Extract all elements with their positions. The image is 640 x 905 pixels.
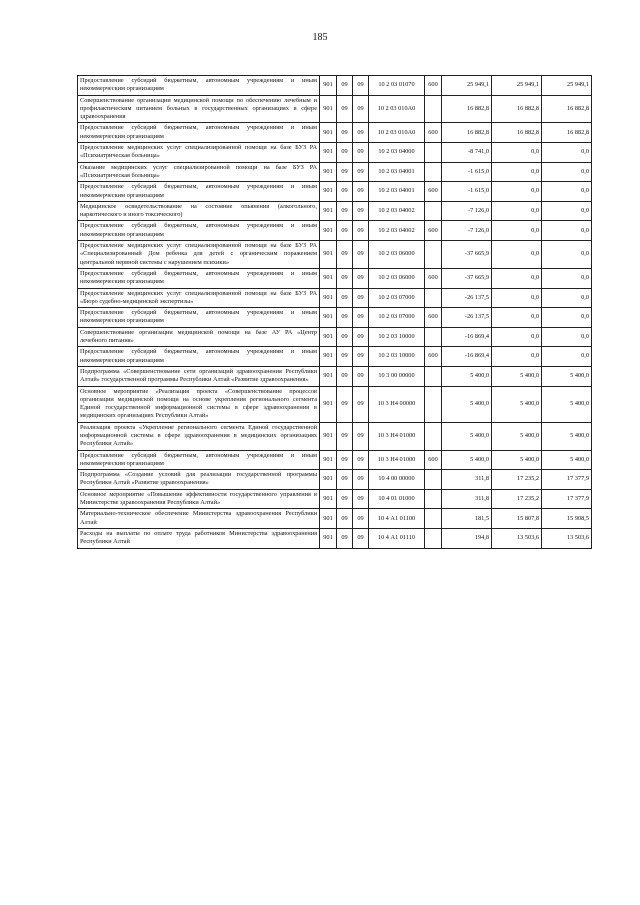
amount-year-3: 25 949,1 xyxy=(542,76,592,96)
target-article-code: 10 2 03 07000 xyxy=(369,288,425,308)
amount-year-3: 5 400,0 xyxy=(542,450,592,470)
amount-year-2: 17 235,2 xyxy=(492,489,542,509)
amount-year-1: 5 400,0 xyxy=(442,422,492,450)
section-code: 09 xyxy=(337,347,353,367)
amount-year-2: 0,0 xyxy=(492,143,542,163)
target-article-code: 10 2 03 04001 xyxy=(369,162,425,182)
amount-year-3: 0,0 xyxy=(542,221,592,241)
amount-year-1: -26 137,5 xyxy=(442,288,492,308)
subsection-code: 09 xyxy=(353,366,369,386)
table-row xyxy=(78,221,592,241)
subsection-code: 09 xyxy=(353,308,369,328)
amount-year-3: 0,0 xyxy=(542,327,592,347)
expense-type-code xyxy=(425,489,442,509)
row-name: Предоставление субсидий бюджетным, автономным учреждениям и иным некоммерческим организациям xyxy=(78,347,320,367)
section-code: 09 xyxy=(337,450,353,470)
table-row xyxy=(78,308,592,328)
admin-code: 901 xyxy=(320,386,337,422)
amount-year-3: 16 882,8 xyxy=(542,95,592,123)
row-name: Предоставление субсидий бюджетным, автономным учреждениям и иным некоммерческим организациям xyxy=(78,221,320,241)
amount-year-1: -37 665,9 xyxy=(442,241,492,269)
admin-code: 901 xyxy=(320,470,337,490)
expense-type-code: 600 xyxy=(425,182,442,202)
expense-type-code: 600 xyxy=(425,221,442,241)
expense-type-code xyxy=(425,162,442,182)
table-row xyxy=(78,241,592,269)
amount-year-1: 194,8 xyxy=(442,528,492,548)
subsection-code: 09 xyxy=(353,470,369,490)
subsection-code: 09 xyxy=(353,95,369,123)
amount-year-2: 0,0 xyxy=(492,268,542,288)
amount-year-3: 0,0 xyxy=(542,288,592,308)
section-code: 09 xyxy=(337,143,353,163)
table-row xyxy=(78,450,592,470)
expense-type-code xyxy=(425,509,442,529)
row-name: Основное мероприятие «Реализация проекта «Совершенствование процессов организации медицинской помощи на основе укрепления регионального сегмента Единой государственной информационной системы в сфере здравоохранения в медицинских организациях Республики Алтай» xyxy=(78,386,320,422)
amount-year-3: 13 503,6 xyxy=(542,528,592,548)
row-name: Предоставление субсидий бюджетным, автономным учреждениям и иным некоммерческим организациям xyxy=(78,76,320,96)
amount-year-2: 0,0 xyxy=(492,347,542,367)
target-article-code: 10 2 03 04000 xyxy=(369,143,425,163)
row-name: Предоставление медицинских услуг специализированной помощи на базе БУЗ РА «Бюро судебно-медицинской экспертизы» xyxy=(78,288,320,308)
subsection-code: 09 xyxy=(353,347,369,367)
target-article-code: 10 2 03 10000 xyxy=(369,327,425,347)
section-code: 09 xyxy=(337,95,353,123)
target-article-code: 10 4 01 01000 xyxy=(369,489,425,509)
amount-year-3: 5 400,0 xyxy=(542,422,592,450)
expense-type-code xyxy=(425,201,442,221)
subsection-code: 09 xyxy=(353,76,369,96)
amount-year-3: 0,0 xyxy=(542,347,592,367)
row-name: Основное мероприятие «Повышение эффективности государственного управления в Министерстве здравоохранения Республики Алтай» xyxy=(78,489,320,509)
amount-year-3: 0,0 xyxy=(542,201,592,221)
table-row xyxy=(78,470,592,490)
table-row xyxy=(78,76,592,96)
admin-code: 901 xyxy=(320,95,337,123)
section-code: 09 xyxy=(337,470,353,490)
amount-year-1: 5 400,0 xyxy=(442,386,492,422)
subsection-code: 09 xyxy=(353,268,369,288)
subsection-code: 09 xyxy=(353,123,369,143)
admin-code: 901 xyxy=(320,76,337,96)
expense-type-code: 600 xyxy=(425,308,442,328)
table-row xyxy=(78,509,592,529)
row-name: Предоставление субсидий бюджетным, автономным учреждениям и иным некоммерческим организациям xyxy=(78,182,320,202)
section-code: 09 xyxy=(337,162,353,182)
amount-year-2: 16 882,8 xyxy=(492,123,542,143)
amount-year-1: 16 882,8 xyxy=(442,95,492,123)
admin-code: 901 xyxy=(320,182,337,202)
expense-type-code xyxy=(425,288,442,308)
amount-year-1: 181,5 xyxy=(442,509,492,529)
section-code: 09 xyxy=(337,201,353,221)
table-row xyxy=(78,95,592,123)
admin-code: 901 xyxy=(320,241,337,269)
subsection-code: 09 xyxy=(353,450,369,470)
table-row xyxy=(78,366,592,386)
target-article-code: 10 4 А1 01110 xyxy=(369,528,425,548)
admin-code: 901 xyxy=(320,366,337,386)
subsection-code: 09 xyxy=(353,162,369,182)
subsection-code: 09 xyxy=(353,489,369,509)
row-name: Предоставление субсидий бюджетным, автономным учреждениям и иным некоммерческим организациям xyxy=(78,268,320,288)
table-row xyxy=(78,327,592,347)
target-article-code: 10 2 03 10000 xyxy=(369,347,425,367)
amount-year-1: -16 869,4 xyxy=(442,347,492,367)
amount-year-1: 311,8 xyxy=(442,489,492,509)
row-name: Подпрограмма «Совершенствование сети организаций здравоохранения Республики Алтай» государственной программы Республики Алтай «Развитие здравоохранения» xyxy=(78,366,320,386)
amount-year-2: 0,0 xyxy=(492,288,542,308)
amount-year-2: 5 400,0 xyxy=(492,450,542,470)
row-name: Медицинское освидетельствование на состояние опьянения (алкогольного, наркотического и иного токсического) xyxy=(78,201,320,221)
section-code: 09 xyxy=(337,366,353,386)
amount-year-2: 5 400,0 xyxy=(492,386,542,422)
target-article-code: 10 2 03 06000 xyxy=(369,268,425,288)
section-code: 09 xyxy=(337,528,353,548)
section-code: 09 xyxy=(337,241,353,269)
expense-type-code xyxy=(425,95,442,123)
row-name: Совершенствование организации медицинской помощи по обеспечению лечебным и профилактическим питанием больных в государственных организациях в сфере здравоохранения xyxy=(78,95,320,123)
table-row xyxy=(78,143,592,163)
target-article-code: 10 2 03 04001 xyxy=(369,182,425,202)
table-row xyxy=(78,489,592,509)
amount-year-1: -7 126,0 xyxy=(442,201,492,221)
expense-type-code xyxy=(425,327,442,347)
amount-year-3: 0,0 xyxy=(542,268,592,288)
table-body xyxy=(78,76,592,549)
expense-type-code: 600 xyxy=(425,123,442,143)
subsection-code: 09 xyxy=(353,327,369,347)
subsection-code: 09 xyxy=(353,386,369,422)
target-article-code: 10 4 А1 01100 xyxy=(369,509,425,529)
admin-code: 901 xyxy=(320,450,337,470)
amount-year-1: 5 400,0 xyxy=(442,450,492,470)
row-name: Предоставление медицинских услуг специализированной помощи на базе БУЗ РА «Специализированный Дом ребенка для детей с органическим поражением центральной нервной системы с нарушением психики» xyxy=(78,241,320,269)
amount-year-3: 16 882,8 xyxy=(542,123,592,143)
amount-year-1: 311,8 xyxy=(442,470,492,490)
subsection-code: 09 xyxy=(353,201,369,221)
subsection-code: 09 xyxy=(353,509,369,529)
section-code: 09 xyxy=(337,288,353,308)
amount-year-3: 0,0 xyxy=(542,241,592,269)
section-code: 09 xyxy=(337,422,353,450)
target-article-code: 10 3 Н4 00000 xyxy=(369,386,425,422)
table-row xyxy=(78,386,592,422)
expense-type-code xyxy=(425,366,442,386)
target-article-code: 10 2 03 010А0 xyxy=(369,123,425,143)
amount-year-2: 0,0 xyxy=(492,162,542,182)
amount-year-1: 5 400,0 xyxy=(442,366,492,386)
amount-year-2: 0,0 xyxy=(492,201,542,221)
amount-year-3: 0,0 xyxy=(542,182,592,202)
section-code: 09 xyxy=(337,327,353,347)
target-article-code: 10 2 03 010А0 xyxy=(369,95,425,123)
amount-year-3: 15 908,5 xyxy=(542,509,592,529)
amount-year-1: 25 949,1 xyxy=(442,76,492,96)
amount-year-1: -26 137,5 xyxy=(442,308,492,328)
admin-code: 901 xyxy=(320,422,337,450)
admin-code: 901 xyxy=(320,489,337,509)
target-article-code: 10 3 Н4 01000 xyxy=(369,422,425,450)
amount-year-1: -7 126,0 xyxy=(442,221,492,241)
row-name: Реализация проекта «Укрепление регионального сегмента Единой государственной информационной системы в сфере здравоохранения в медицинских организациях Республики Алтай» xyxy=(78,422,320,450)
target-article-code: 10 2 03 04002 xyxy=(369,221,425,241)
subsection-code: 09 xyxy=(353,143,369,163)
amount-year-2: 17 235,2 xyxy=(492,470,542,490)
admin-code: 901 xyxy=(320,201,337,221)
section-code: 09 xyxy=(337,489,353,509)
target-article-code: 10 2 03 06000 xyxy=(369,241,425,269)
table-row xyxy=(78,201,592,221)
amount-year-2: 13 503,6 xyxy=(492,528,542,548)
amount-year-2: 16 882,8 xyxy=(492,95,542,123)
expense-type-code xyxy=(425,386,442,422)
target-article-code: 10 2 03 04002 xyxy=(369,201,425,221)
amount-year-2: 5 400,0 xyxy=(492,422,542,450)
amount-year-3: 5 400,0 xyxy=(542,386,592,422)
amount-year-1: -37 665,9 xyxy=(442,268,492,288)
amount-year-2: 0,0 xyxy=(492,221,542,241)
admin-code: 901 xyxy=(320,327,337,347)
table-row xyxy=(78,422,592,450)
row-name: Предоставление субсидий бюджетным, автономным учреждениям и иным некоммерческим организациям xyxy=(78,123,320,143)
section-code: 09 xyxy=(337,123,353,143)
amount-year-1: -1 615,0 xyxy=(442,182,492,202)
admin-code: 901 xyxy=(320,143,337,163)
target-article-code: 10 4 00 00000 xyxy=(369,470,425,490)
row-name: Подпрограмма «Создание условий для реализации государственной программы Республики Алтай «Развитие здравоохранения» xyxy=(78,470,320,490)
target-article-code: 10 2 03 07000 xyxy=(369,308,425,328)
subsection-code: 09 xyxy=(353,288,369,308)
section-code: 09 xyxy=(337,182,353,202)
expense-type-code xyxy=(425,528,442,548)
admin-code: 901 xyxy=(320,221,337,241)
table-row xyxy=(78,182,592,202)
table-row xyxy=(78,268,592,288)
expense-type-code: 600 xyxy=(425,76,442,96)
target-article-code: 10 3 00 00000 xyxy=(369,366,425,386)
row-name: Предоставление субсидий бюджетным, автономным учреждениям и иным некоммерческим организациям xyxy=(78,450,320,470)
target-article-code: 10 3 Н4 01000 xyxy=(369,450,425,470)
expense-type-code: 600 xyxy=(425,347,442,367)
expense-type-code xyxy=(425,143,442,163)
admin-code: 901 xyxy=(320,123,337,143)
amount-year-3: 17 377,9 xyxy=(542,470,592,490)
amount-year-2: 25 949,1 xyxy=(492,76,542,96)
admin-code: 901 xyxy=(320,528,337,548)
subsection-code: 09 xyxy=(353,422,369,450)
section-code: 09 xyxy=(337,76,353,96)
amount-year-2: 0,0 xyxy=(492,182,542,202)
admin-code: 901 xyxy=(320,308,337,328)
admin-code: 901 xyxy=(320,162,337,182)
subsection-code: 09 xyxy=(353,221,369,241)
amount-year-3: 0,0 xyxy=(542,308,592,328)
expense-type-code xyxy=(425,241,442,269)
amount-year-1: 16 882,8 xyxy=(442,123,492,143)
admin-code: 901 xyxy=(320,347,337,367)
row-name: Предоставление субсидий бюджетным, автономным учреждениям и иным некоммерческим организациям xyxy=(78,308,320,328)
expense-type-code: 600 xyxy=(425,450,442,470)
row-name: Расходы на выплаты по оплате труда работников Министерства здравоохранения Республики Алтай xyxy=(78,528,320,548)
amount-year-2: 0,0 xyxy=(492,241,542,269)
amount-year-3: 17 377,9 xyxy=(542,489,592,509)
amount-year-3: 0,0 xyxy=(542,143,592,163)
target-article-code: 10 2 03 01070 xyxy=(369,76,425,96)
row-name: Материально-техническое обеспечение Министерства здравоохранения Республики Алтай xyxy=(78,509,320,529)
expense-type-code xyxy=(425,422,442,450)
table-row xyxy=(78,288,592,308)
amount-year-2: 0,0 xyxy=(492,308,542,328)
amount-year-3: 0,0 xyxy=(542,162,592,182)
amount-year-3: 5 400,0 xyxy=(542,366,592,386)
section-code: 09 xyxy=(337,308,353,328)
expense-type-code xyxy=(425,470,442,490)
subsection-code: 09 xyxy=(353,182,369,202)
section-code: 09 xyxy=(337,509,353,529)
amount-year-1: -1 615,0 xyxy=(442,162,492,182)
budget-table xyxy=(77,75,592,549)
table-row xyxy=(78,528,592,548)
section-code: 09 xyxy=(337,386,353,422)
row-name: Оказание медицинских услуг специализированной помощи на базе БУЗ РА «Психиатрическая больница» xyxy=(78,162,320,182)
admin-code: 901 xyxy=(320,509,337,529)
subsection-code: 09 xyxy=(353,241,369,269)
amount-year-2: 0,0 xyxy=(492,327,542,347)
amount-year-2: 15 807,8 xyxy=(492,509,542,529)
admin-code: 901 xyxy=(320,288,337,308)
amount-year-1: -8 741,0 xyxy=(442,143,492,163)
table-row xyxy=(78,347,592,367)
expense-type-code: 600 xyxy=(425,268,442,288)
subsection-code: 09 xyxy=(353,528,369,548)
row-name: Совершенствование организации медицинской помощи на базе АУ РА «Центр лечебного питания» xyxy=(78,327,320,347)
table-row xyxy=(78,123,592,143)
page-number: 185 xyxy=(312,32,328,43)
row-name: Предоставление медицинских услуг специализированной помощи на базе БУЗ РА «Психиатрическая больница» xyxy=(78,143,320,163)
section-code: 09 xyxy=(337,221,353,241)
amount-year-1: -16 869,4 xyxy=(442,327,492,347)
admin-code: 901 xyxy=(320,268,337,288)
amount-year-2: 5 400,0 xyxy=(492,366,542,386)
section-code: 09 xyxy=(337,268,353,288)
table-row xyxy=(78,162,592,182)
